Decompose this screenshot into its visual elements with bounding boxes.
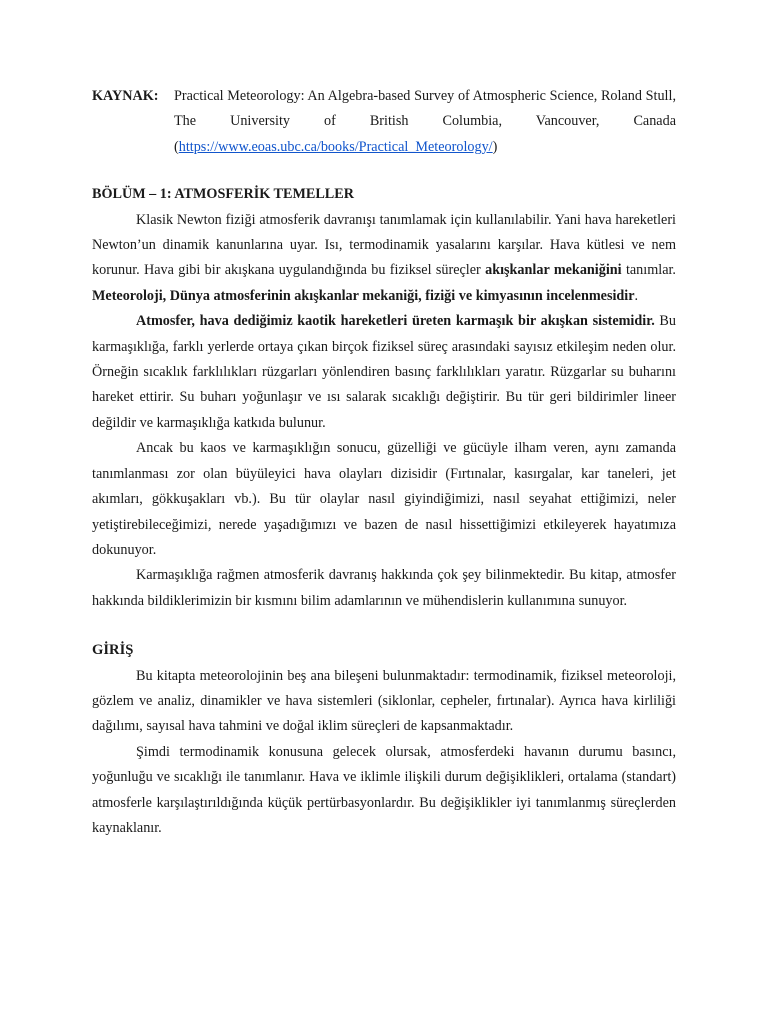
chapter-paragraph-3: Ancak bu kaos ve karmaşıklığın sonucu, güzelliği ve gücüyle ilham veren, aynı zamanda tanımlanması zor olan büyüleyici hava olayları dizisidir (Fırtınalar, kasırgalar, kar taneleri, jet akımları, gökkuşakları vb.). Bu tür olaylar nasıl giyindiğimizi, nasıl seyahat ettiğimizi, neler yetiştirebileceğimizi, nerede yaşadığımızı ve bazen de nasıl hissettiğimizi etkileyerek hayatımıza dokunuyor. [92, 440, 676, 558]
chapter-heading: BÖLÜM – 1: ATMOSFERİK TEMELLER [92, 186, 354, 203]
bold-term: akışkanlar mekaniğini [485, 262, 622, 279]
source-link[interactable]: https://www.eoas.ubc.ca/books/Practical_Meteorology/ [178, 138, 493, 155]
paragraph-text: Klasik Newton fiziği atmosferik davranışı tanımlamak için kullanılabilir. Yani hava hareketleri Newton’un dinamik kanunlarına uyar. Isı, termodinamik yasalarını karşılar. Hava kütlesi ve nem korunur. Hava gibi bir akışkana uygulandığında bu fiziksel süreçler [92, 211, 676, 279]
chapter-paragraph-2 [92, 309, 676, 436]
intro-paragraph-2: Şimdi termodinamik konusuna gelecek olursak, atmosferdeki havanın durumu basıncı, yoğunluğu ve sıcaklığı ile tanımlanır. Hava ve iklimle ilişkili durum değişiklikleri, ortalama (standart) atmosferle karşılaştırıldığında küçük pertürbasyonlardır. Bu değişiklikler iyi tanımlanmış süreçlerden kaynaklanır. [92, 743, 676, 836]
bold-definition: Atmosfer, hava dediğimiz kaotik hareketleri üreten karmaşık bir akışkan sistemidir. [136, 313, 655, 330]
source-text: Practical Meteorology: An Algebra-based Survey of Atmospheric Science, Roland Stull, The University of British Columbia, Vancouver, Canada [174, 88, 676, 130]
intro-paragraph-1: Bu kitapta meteorolojinin beş ana bileşeni bulunmaktadır: termodinamik, fiziksel meteoroloji, gözlem ve analiz, dinamikler ve hava sistemleri (siklonlar, cepheler, fırtınalar). Ayrıca hava kirliliği dağılımı, sayısal hava tahmini ve doğal iklim süreçleri de kapsanmaktadır. [92, 667, 676, 735]
paragraph-text: Bu karmaşıklığa, farklı yerlerde ortaya çıkan birçok fiziksel süreç arasındaki sayısız etkileşim neden olur. Örneğin sıcaklık farklılıkları rüzgarları yönlendiren basınç farklılıkları yaratır. Rüzgarlar su buharını hareket ettirir. Su buharı yoğunlaşır ve ısı salarak sıcaklığı değiştirir. Bu tür geri bildirimler lineer değildir ve karmaşıklığa katkıda bulunur. [92, 313, 676, 431]
paragraph-text: tanımlar. [621, 262, 676, 279]
source-label: KAYNAK: [92, 88, 159, 104]
bold-definition: Meteoroloji, Dünya atmosferinin akışkanlar mekaniği, fiziği ve kimyasının incelenmesidir [92, 287, 635, 304]
document-page [92, 84, 676, 841]
source-body [174, 84, 676, 160]
source-citation [92, 84, 676, 160]
chapter-paragraph-4: Karmaşıklığa rağmen atmosferik davranış hakkında çok şey bilinmektedir. Bu kitap, atmosfer hakkında bildiklerimizin bir kısmını bilim adamlarının ve mühendislerin kullanımına sunuyor. [92, 567, 676, 609]
close-paren: ) [492, 138, 498, 155]
open-paren: ( [174, 138, 179, 155]
intro-heading: GİRİŞ [92, 642, 134, 659]
chapter-paragraph-1 [92, 208, 676, 310]
paragraph-text: . [634, 287, 639, 304]
